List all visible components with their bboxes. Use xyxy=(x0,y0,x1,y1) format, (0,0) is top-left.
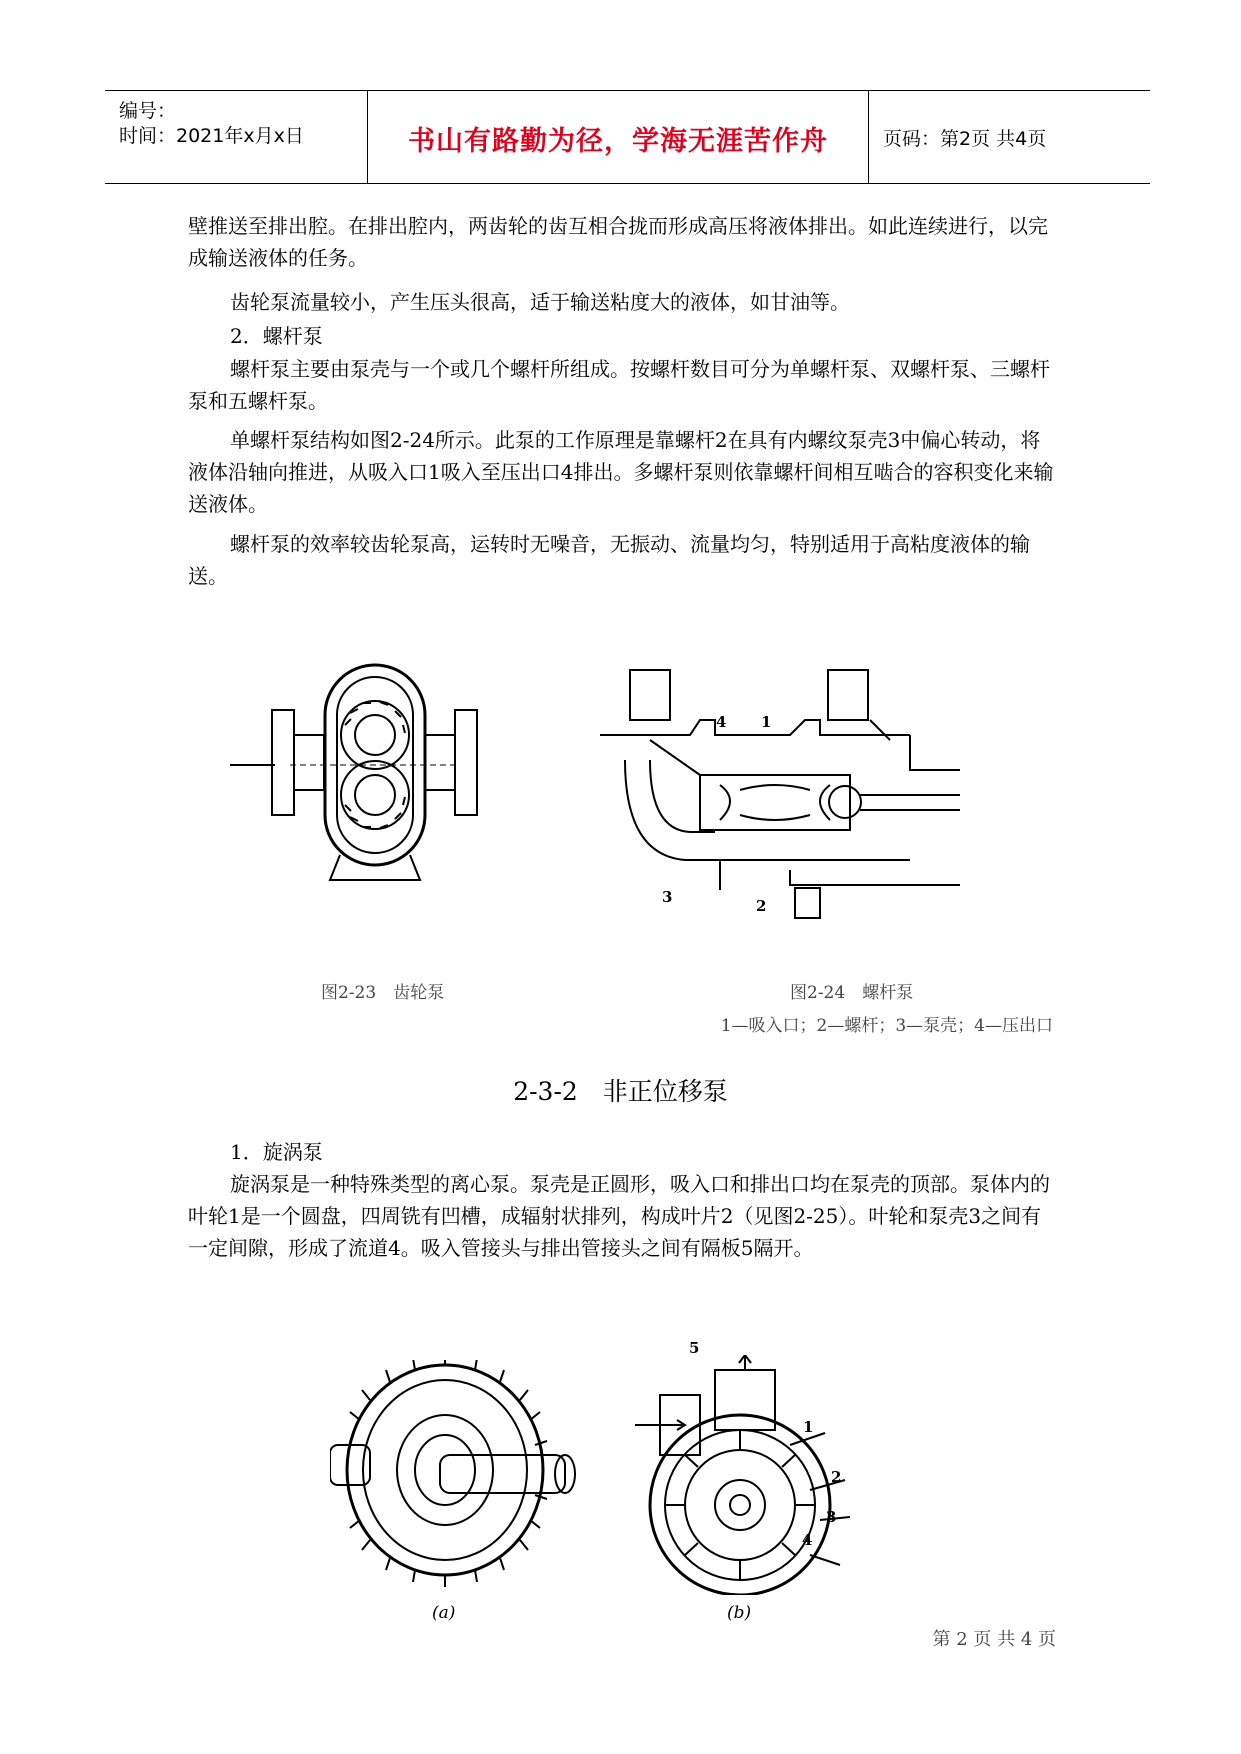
fig25-label-4: 4 xyxy=(802,1531,813,1549)
fig23-caption: 图2-23 齿轮泵 xyxy=(321,983,445,1003)
section-title: 2-3-2 非正位移泵 xyxy=(513,1077,728,1106)
heading-vortex-pump: 1．旋涡泵 xyxy=(230,1140,323,1164)
fig24-legend: 1—吸入口；2—螺杆；3—泵壳；4—压出口 xyxy=(720,1016,1053,1036)
fig24-caption: 图2-24 螺杆泵 xyxy=(790,983,914,1003)
motto: 书山有路勤为径，学海无涯苦作舟 xyxy=(408,126,828,157)
fig25-label-3: 3 xyxy=(826,1508,837,1526)
paragraph-1: 壁推送至排出腔。在排出腔内，两齿轮的齿互相合拢而形成高压将液体排出。如此连续进行，以完成输送液体的任务。 xyxy=(188,214,1048,270)
fig25-label-5: 5 xyxy=(689,1339,700,1357)
screw-pump-figure xyxy=(590,660,970,930)
fig25b-label: (b) xyxy=(727,1603,752,1623)
paragraph-5: 螺杆泵的效率较齿轮泵高，运转时无噪音，无振动、流量均匀，特别适用于高粘度液体的输送。 xyxy=(188,532,1030,588)
number-label: 编号： xyxy=(119,100,177,122)
header-motto-cell xyxy=(368,91,869,183)
header-info-cell xyxy=(105,91,368,183)
gear-pump-figure xyxy=(230,655,490,895)
paragraph-6: 旋涡泵是一种特殊类型的离心泵。泵壳是正圆形，吸入口和排出口均在泵壳的顶部。泵体内的叶轮1是一个圆盘，四周铣有凹槽，成辐射状排列，构成叶片2（见图2-25）。叶轮和泵壳3之间有一定间隙，形成了流道4。吸入管接头与排出管接头之间有隔板5隔开。 xyxy=(188,1172,1050,1260)
fig25-label-2: 2 xyxy=(831,1468,842,1486)
page-label: 页码：第2页 共4页 xyxy=(883,128,1047,150)
fig24-label-1: 1 xyxy=(761,713,772,731)
fig24-label-3: 3 xyxy=(662,888,673,906)
paragraph-2: 齿轮泵流量较小，产生压头很高，适于输送粘度大的液体，如甘油等。 xyxy=(230,290,850,314)
time-label: 时间：2021年x月x日 xyxy=(119,125,304,147)
heading-screw-pump: 2．螺杆泵 xyxy=(230,324,323,348)
paragraph-3: 螺杆泵主要由泵壳与一个或几个螺杆所组成。按螺杆数目可分为单螺杆泵、双螺杆泵、三螺杆泵和五螺杆泵。 xyxy=(188,357,1050,413)
vortex-pump-figure xyxy=(625,1355,885,1595)
impeller-figure xyxy=(330,1360,580,1590)
fig24-label-4: 4 xyxy=(716,713,727,731)
page-footer: 第 2 页 共 4 页 xyxy=(932,1629,1056,1650)
paragraph-4: 单螺杆泵结构如图2-24所示。此泵的工作原理是靠螺杆2在具有内螺纹泵壳3中偏心转动，将液体沿轴向推进，从吸入口1吸入至压出口4排出。多螺杆泵则依靠螺杆间相互啮合的容积变化来输送液体。 xyxy=(188,428,1054,516)
page-header xyxy=(105,90,1150,184)
fig25a-label: (a) xyxy=(432,1603,456,1623)
header-page-cell xyxy=(869,91,1150,183)
fig25-label-1: 1 xyxy=(803,1418,814,1436)
fig24-label-2: 2 xyxy=(756,897,767,915)
